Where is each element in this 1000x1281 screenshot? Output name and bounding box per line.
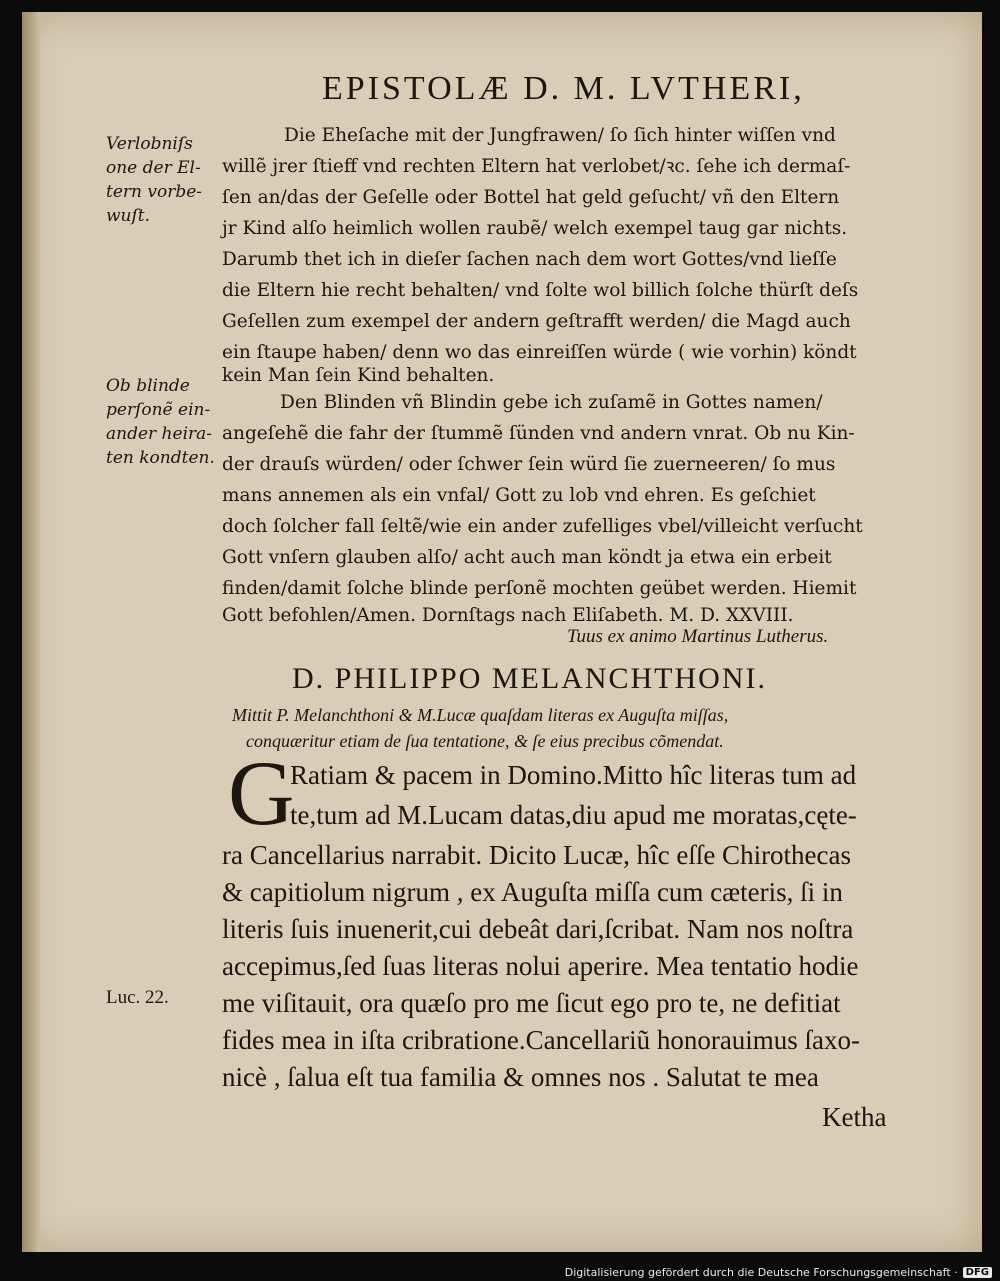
margin-note-line: Verlobniſs <box>106 134 193 154</box>
margin-note-blind-marriage <box>106 374 215 470</box>
catchword: Ketha <box>822 1102 887 1132</box>
letter-heading: D. PHILIPPO MELANCHTHONI. <box>292 662 767 695</box>
german-text-line: Gott befohlen/Amen. Dornſtags nach Eliſabeth. M. D. XXVIII. <box>222 605 794 626</box>
summary-line: Mittit P. Melanchthoni & M.Lucæ quaſdam literas ex Auguſta miſſas, <box>232 705 729 725</box>
margin-note-bible-reference <box>106 986 169 1010</box>
letter-summary <box>232 702 728 754</box>
margin-note-line: ten kondten. <box>106 448 215 468</box>
margin-note-line: wuſt. <box>106 206 151 226</box>
margin-note-line: ander heira‑ <box>106 424 213 444</box>
german-text-line: die Eltern hie recht behalten/ vnd ſolte wol billich ſolche thürſt deſs <box>222 280 859 301</box>
margin-note-line: perſonẽ ein‑ <box>106 400 211 420</box>
latin-text-line: te,tum ad M.Lucam datas,diu apud me moratas,cęte‑ <box>290 800 857 830</box>
margin-note-betrothal <box>106 132 202 228</box>
margin-note-line: tern vorbe‑ <box>106 182 203 202</box>
footer-text: Digitalisierung gefördert durch die Deutsche Forschungsgemeinschaft · <box>564 1266 958 1279</box>
german-text-line: Den Blinden vñ Blindin gebe ich zuſamẽ in Gottes namen/ <box>280 392 823 413</box>
german-text-line: ſen an/das der Geſelle oder Bottel hat geld geſucht/ vñ den Eltern <box>222 187 840 208</box>
latin-text-line: literis ſuis inuenerit,cui debeât dari,ſcribat. Nam nos noſtra <box>222 914 854 944</box>
german-text-line: kein Man ſein Kind behalten. <box>222 365 495 386</box>
german-text-line: mans annemen als ein vnfal/ Gott zu lob vnd ehren. Es geſchiet <box>222 485 816 506</box>
page-binding-shadow <box>22 12 40 1252</box>
german-text-line: ein ſtaupe haben/ denn wo das einreiſſen würde ( wie vorhin) köndt <box>222 342 857 363</box>
german-text-line: willẽ jrer ſtieff vnd rechten Eltern hat verlobet/ꝛc. ſehe ich dermaſ‑ <box>222 156 851 177</box>
signature: Tuus ex animo Martinus Lutherus. <box>567 626 829 647</box>
german-text-line: angeſehẽ die fahr der ſtummẽ ſünden vnd andern vnrat. Ob nu Kin‑ <box>222 423 855 444</box>
german-text-line: Darumb thet ich in dieſer ſachen nach dem wort Gottes/vnd lieſſe <box>222 249 837 270</box>
german-text-line: der drauſs würden/ oder ſchwer ſein würd ſie zuerneeren/ ſo mus <box>222 454 836 475</box>
german-text-line: Gott vnſern glauben alſo/ acht auch man köndt ja etwa ein erbeit <box>222 547 832 568</box>
german-text-line: finden/damit ſolche blinde perſonẽ mochten geübet werden. Hiemit <box>222 578 857 599</box>
german-text-line: doch ſolcher fall ſeltẽ/wie ein ander zufelliges vbel/villeicht verſucht <box>222 516 863 537</box>
margin-note-line: Ob blinde <box>106 376 190 396</box>
running-title: EPISTOLÆ D. M. LVTHERI, <box>322 70 805 107</box>
margin-note-line: Luc. 22. <box>106 987 169 1008</box>
latin-text-line: fides mea in iſta cribratione.Cancellariũ honorauimus ſaxo‑ <box>222 1025 861 1055</box>
book-page <box>22 12 982 1252</box>
german-text-line: Die Eheſache mit der Jungfrawen/ ſo ſich hinter wiſſen vnd <box>284 125 836 146</box>
latin-text-line: accepimus,ſed ſuas literas nolui aperire. Mea tentatio hodie <box>222 951 859 981</box>
latin-text-line: Ratiam & pacem in Domino.Mitto hîc literas tum ad <box>290 760 857 790</box>
summary-line: conquæritur etiam de ſua tentatione, & ſe eius precibus cõmendat. <box>246 731 724 751</box>
decorated-initial: G <box>228 742 295 844</box>
latin-text-line: & capitiolum nigrum , ex Auguſta miſſa cum cæteris, ſi in <box>222 877 843 907</box>
margin-note-line: one der El‑ <box>106 158 201 178</box>
latin-text-line: ra Cancellarius narrabit. Dicito Lucæ, hîc eſſe Chirothecas <box>222 840 852 870</box>
latin-text-line: me viſitauit, ora quæſo pro me ſicut ego pro te, ne defitiat <box>222 988 841 1018</box>
dfg-logo: DFG <box>963 1267 992 1278</box>
latin-text-line: nicè , ſalua eſt tua familia & omnes nos . Salutat te mea <box>222 1062 819 1092</box>
footer-credit <box>565 1266 992 1279</box>
german-text-line: jr Kind alſo heimlich wollen raubẽ/ welch exempel taug gar nichts. <box>222 218 848 239</box>
german-text-line: Geſellen zum exempel der andern geſtrafft werden/ die Magd auch <box>222 311 851 332</box>
